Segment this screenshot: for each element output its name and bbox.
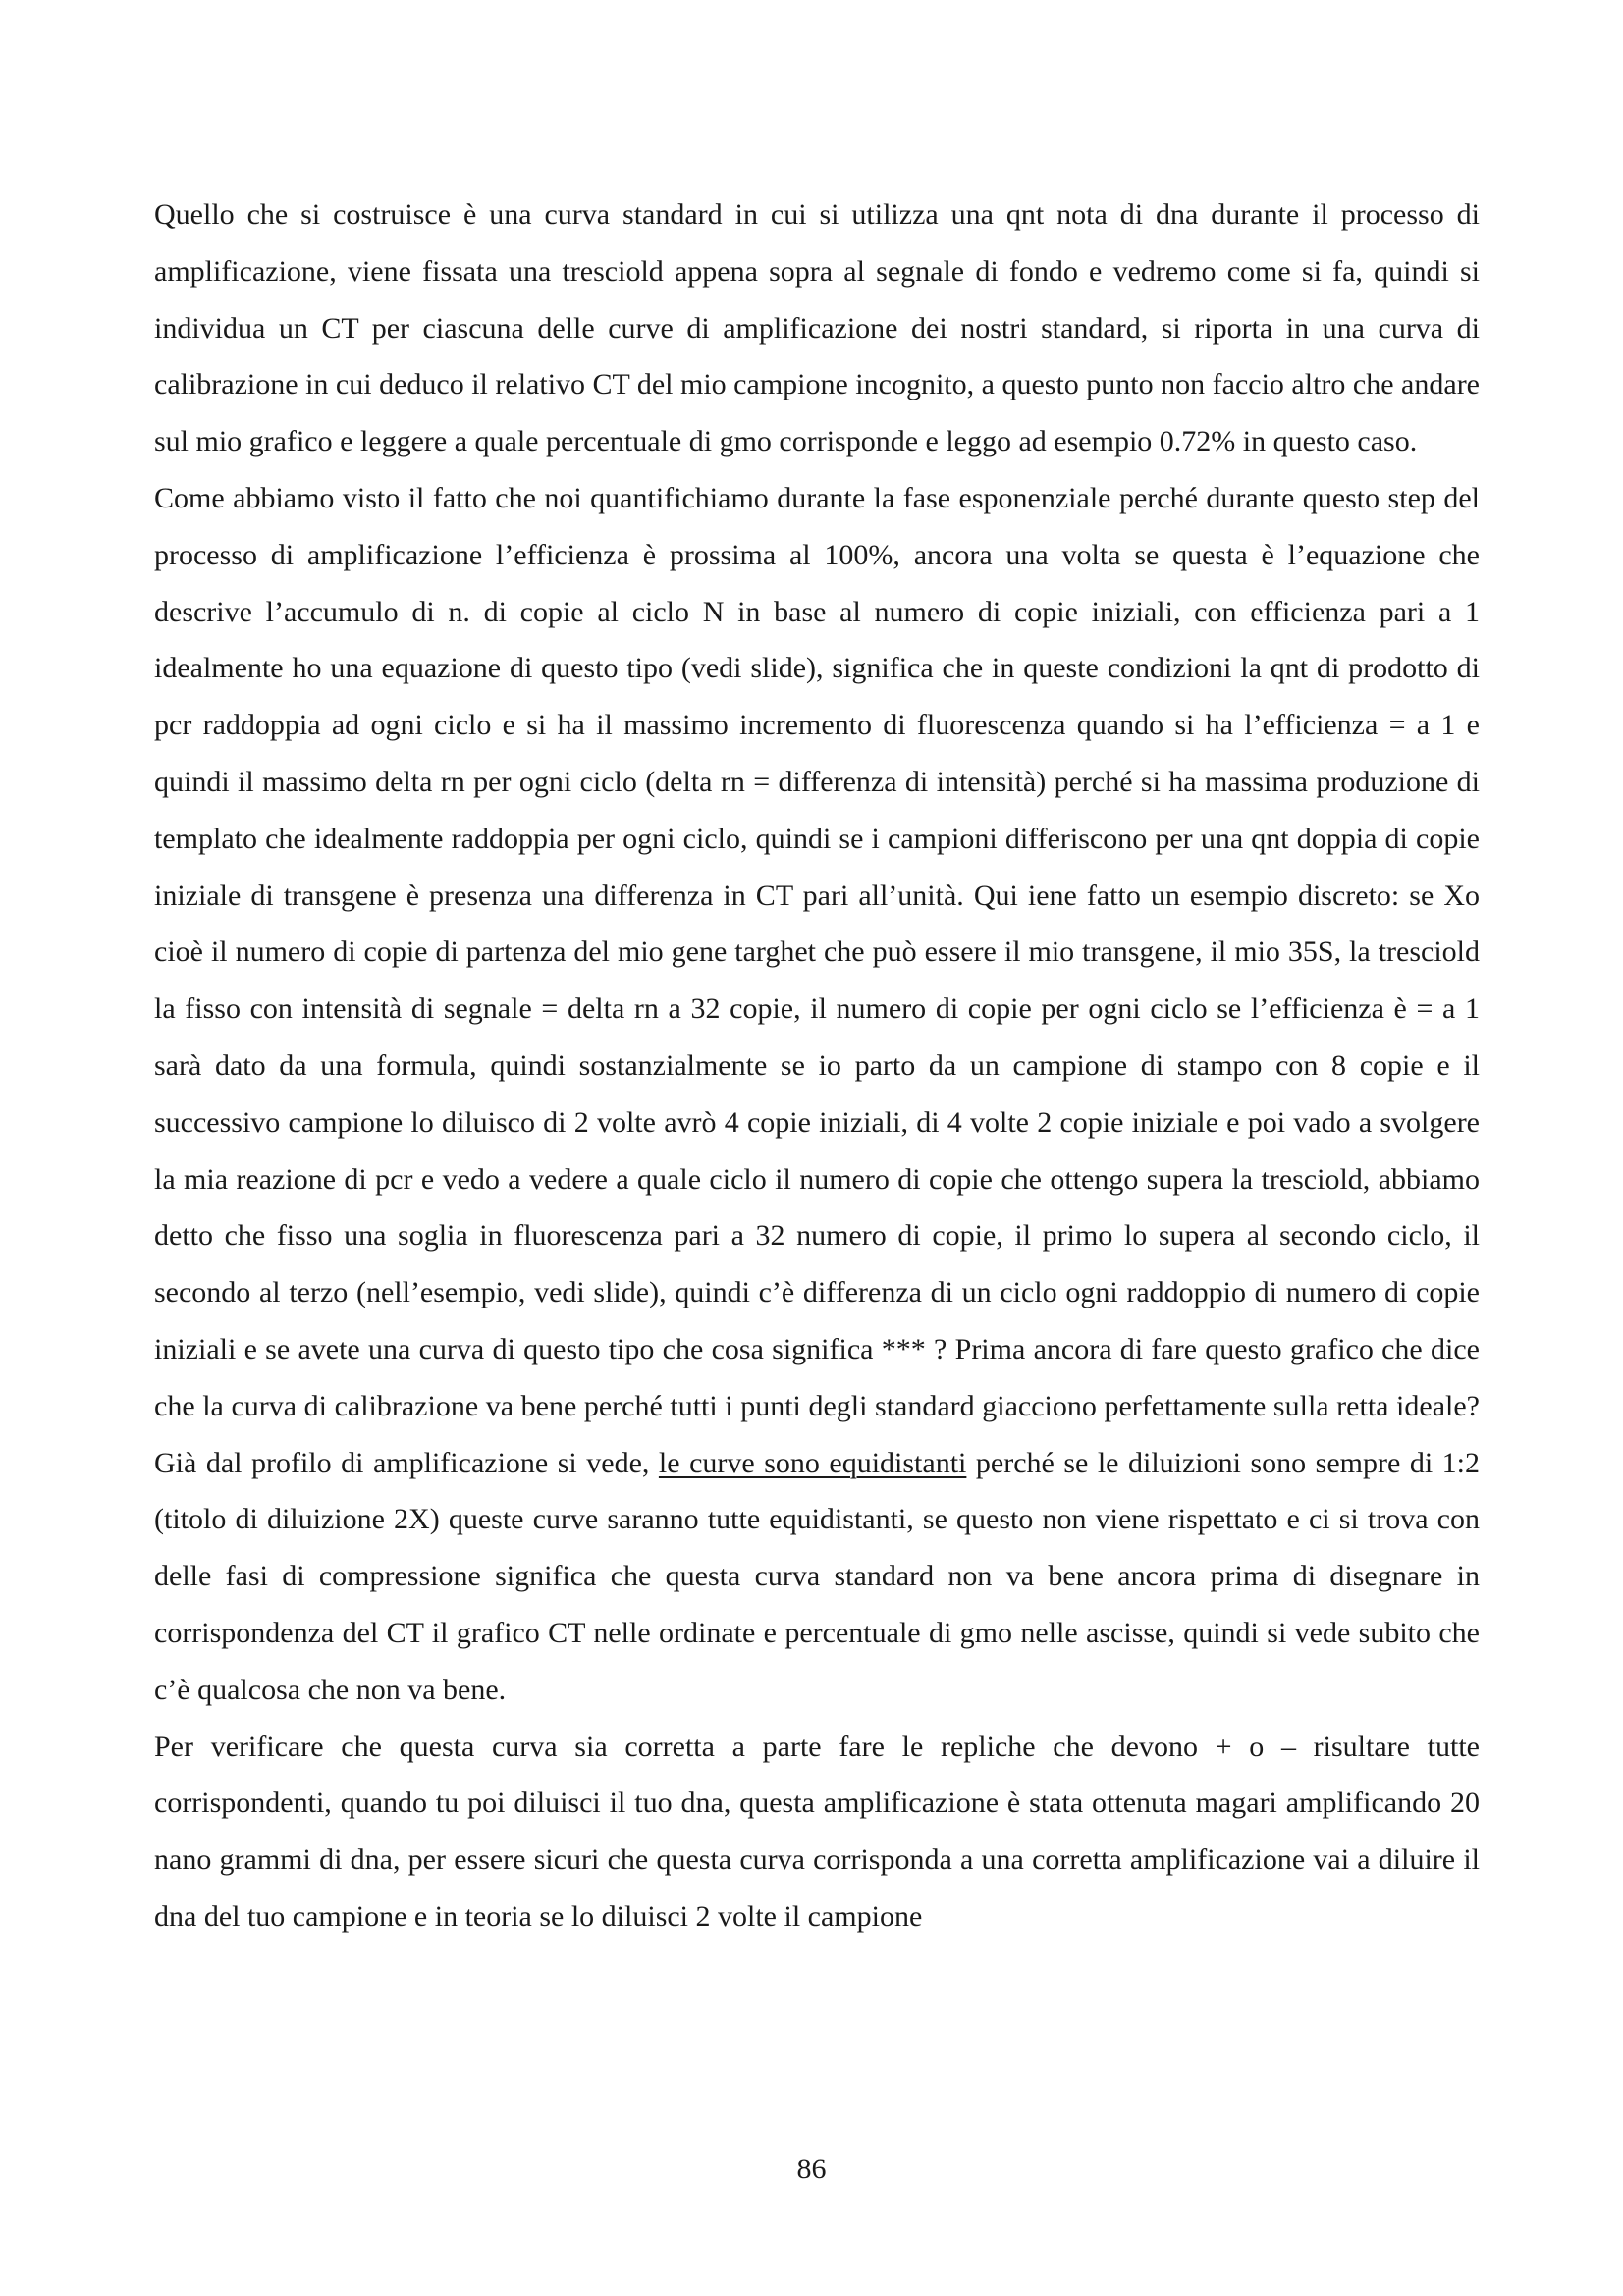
body-text — [154, 187, 1480, 1946]
paragraph-2-text-end: perché se le diluizioni sono sempre di 1:2 (titolo di diluizione 2X) queste curve saranno tutte equidistanti, se questo non viene rispettato e ci si trova con delle fasi di compressione significa che questa curva standard non va bene ancora prima di disegnare in corrispondenza del CT il grafico CT nelle ordinate e percentuale di gmo nelle ascisse, quindi si vede subito che c’è qualcosa che non va bene. — [154, 1446, 1480, 1706]
page-number: 86 — [796, 2153, 827, 2185]
underlined-phrase: le curve sono equidistanti — [658, 1446, 967, 1479]
paragraph-2 — [154, 470, 1480, 1719]
paragraph-1: Quello che si costruisce è una curva standard in cui si utilizza una qnt nota di dna durante il processo di amplificazione, viene fissata una tresciold appena sopra al segnale di fondo e vedremo come si fa, quindi si individua un CT per ciascuna delle curve di amplificazione dei nostri standard, si riporta in una curva di calibrazione in cui deduco il relativo CT del mio campione incognito, a questo punto non faccio altro che andare sul mio grafico e leggere a quale percentuale di gmo corrisponde e leggo ad esempio 0.72% in questo caso. — [154, 198, 1480, 458]
paragraph-3: Per verificare che questa curva sia corretta a parte fare le repliche che devono + o – risultare tutte corrispondenti, quando tu poi diluisci il tuo dna, questa amplificazione è stata ottenuta magari amplificando 20 nano grammi di dna, per essere sicuri che questa curva corrisponda a una corretta amplificazione vai a diluire il dna del tuo campione e in teoria se lo diluisci 2 volte il campione — [154, 1730, 1480, 1933]
paragraph-2-text-start: Come abbiamo visto il fatto che noi quantifichiamo durante la fase esponenziale perché durante questo step del processo di amplificazione l’efficienza è prossima al 100%, ancora una volta se questa è l’equazione che descrive l’accumulo di n. di copie al ciclo N in base al numero di copie iniziali, con efficienza pari a 1 idealmente ho una equazione di questo tipo (vedi slide), significa che in queste condizioni la qnt di prodotto di pcr raddoppia ad ogni ciclo e si ha il massimo incremento di fluorescenza quando si ha l’efficienza = a 1 e quindi il massimo delta rn per ogni ciclo (delta rn = differenza di intensità) perché si ha massima produzione di templato che idealmente raddoppia per ogni ciclo, quindi se i campioni differiscono per una qnt doppia di copie iniziale di transgene è presenza una differenza in CT pari all’unità. Qui iene fatto un esempio discreto: se Xo cioè il numero di copie di partenza del mio gene targhet che può essere il mio transgene, il mio 35S, la tresciold la fisso con intensità di segnale = delta rn a 32 copie, il numero di copie per ogni ciclo se l’efficienza è = a 1 sarà dato da una formula, quindi sostanzialmente se io parto da un campione di stampo con 8 copie e il successivo campione lo diluisco di 2 volte avrò 4 copie iniziali, di 4 volte 2 copie iniziale e poi vado a svolgere la mia reazione di pcr e vedo a vedere a quale ciclo il numero di copie che ottengo supera la tresciold, abbiamo detto che fisso una soglia in fluorescenza pari a 32 numero di copie, il primo lo supera al secondo ciclo, il secondo al terzo (nell’esempio, vedi slide), quindi c’è differenza di un ciclo ogni raddoppio di numero di copie iniziali e se avete una curva di questo tipo che cosa significa *** ? Prima ancora di fare questo grafico che dice che la curva di calibrazione va bene perché tutti i punti degli standard giacciono perfettamente sulla retta ideale? Già dal profilo di amplificazione si vede, — [154, 481, 1480, 1479]
